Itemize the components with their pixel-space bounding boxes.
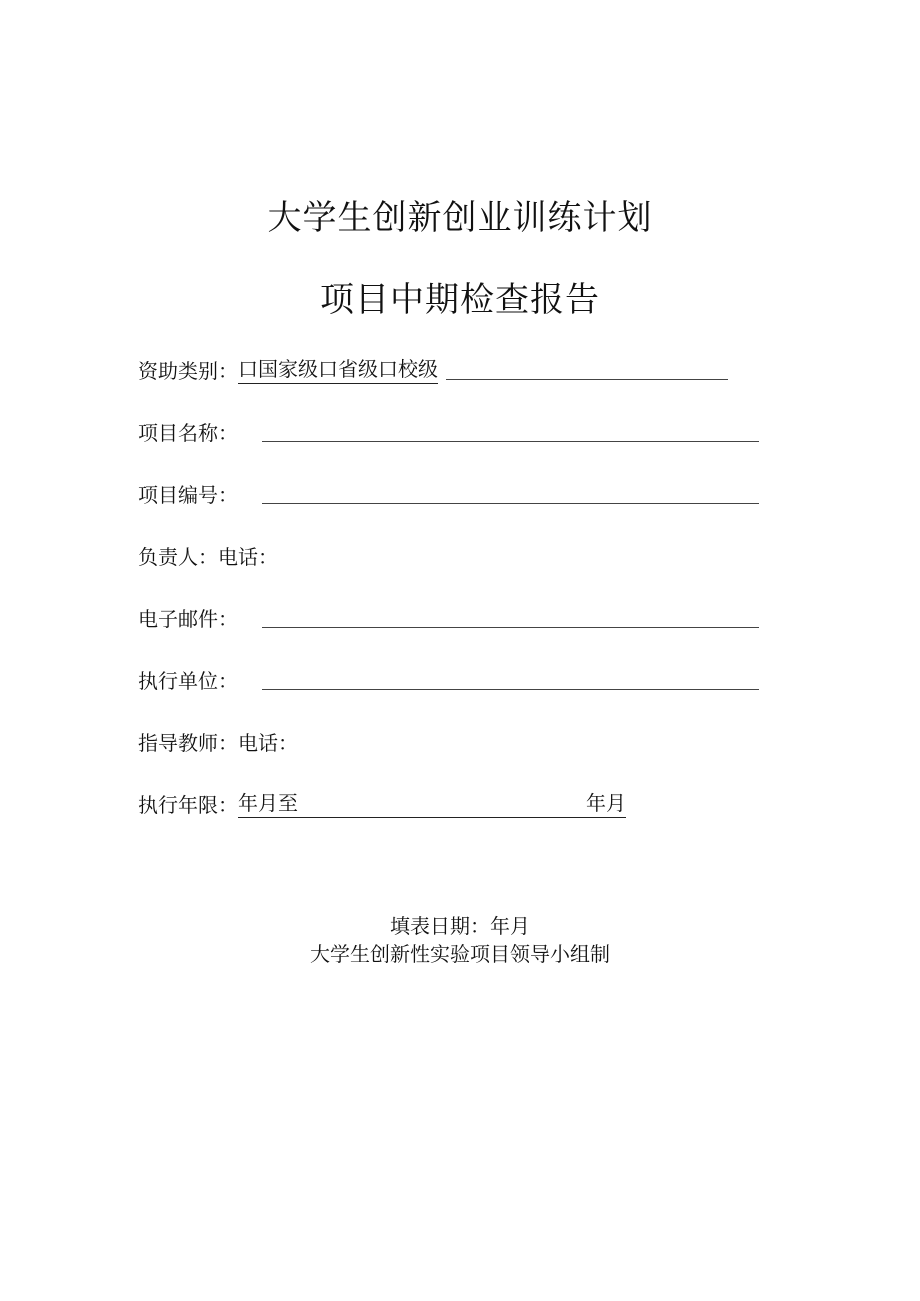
issuer-line: 大学生创新性实验项目领导小组制 <box>310 942 610 966</box>
leader-label: 负责人：电话： <box>138 545 278 569</box>
email-field <box>138 602 759 632</box>
funding-category-options[interactable]: 口国家级口省级口校级 <box>238 353 438 384</box>
email-blank[interactable] <box>262 626 759 628</box>
execution-period-start: 年月至 <box>238 791 298 815</box>
project-name-blank[interactable] <box>262 440 759 442</box>
execution-period-blank[interactable] <box>238 787 626 818</box>
execution-period-end: 年月 <box>586 791 626 815</box>
project-name-label: 项目名称： <box>138 421 238 445</box>
execution-period-field <box>138 788 626 818</box>
project-number-label: 项目编号： <box>138 483 238 507</box>
advisor-label: 指导教师：电话： <box>138 731 298 755</box>
execution-unit-field <box>138 664 759 694</box>
fill-date: 填表日期：年月 <box>390 914 530 938</box>
title-line-2: 项目中期检查报告 <box>320 280 600 320</box>
execution-unit-label: 执行单位： <box>138 669 238 693</box>
execution-period-label: 执行年限： <box>138 793 238 817</box>
funding-category-field <box>138 354 728 384</box>
funding-category-label: 资助类别： <box>138 359 238 383</box>
project-name-field <box>138 416 759 446</box>
leader-field <box>138 540 278 570</box>
funding-category-blank[interactable] <box>446 378 728 380</box>
title-line-1: 大学生创新创业训练计划 <box>267 198 653 238</box>
project-number-field <box>138 478 759 508</box>
email-label: 电子邮件： <box>138 607 238 631</box>
execution-unit-blank[interactable] <box>262 688 759 690</box>
project-number-blank[interactable] <box>262 502 759 504</box>
advisor-field <box>138 726 298 756</box>
